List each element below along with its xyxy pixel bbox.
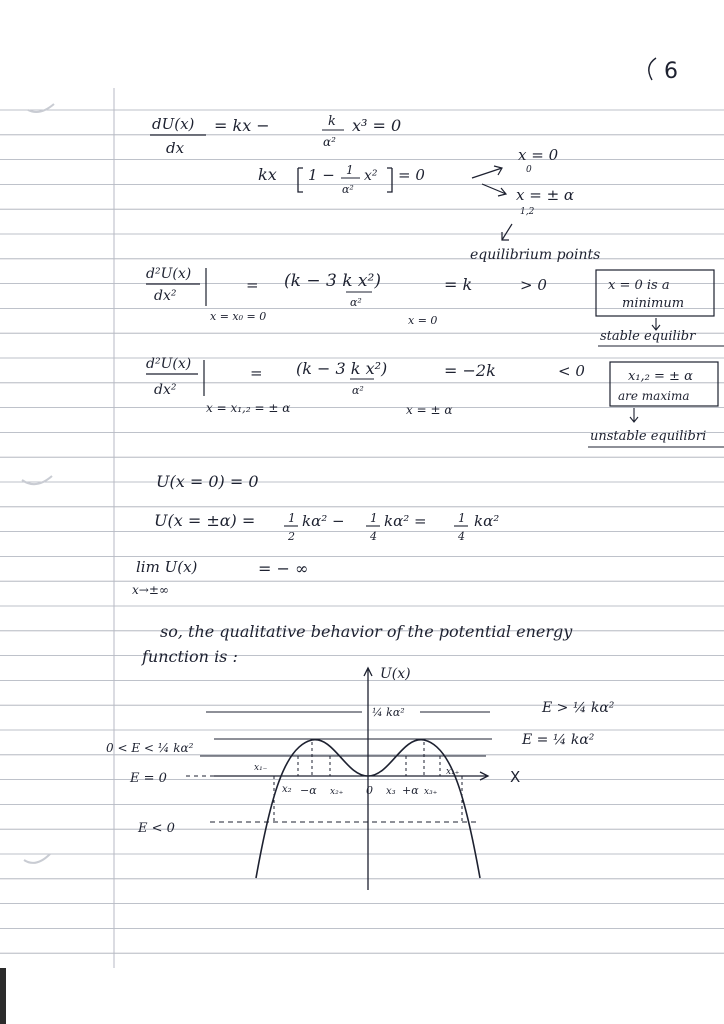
term2-tail: kα² = xyxy=(384,512,427,530)
energy-zero-label: E = 0 xyxy=(130,771,167,786)
point-origin: 0 xyxy=(366,784,373,797)
limit-value: = − ∞ xyxy=(258,559,309,578)
paren-frac-denominator: α² xyxy=(352,384,364,397)
paren-expression: (k − 3 k x²) xyxy=(296,359,388,378)
summary-line2: function is : xyxy=(142,647,238,666)
less-than-zero: < 0 xyxy=(558,362,585,380)
page-bottom-margin xyxy=(0,968,724,1024)
energy-above-label: E > ¼ kα² xyxy=(542,700,615,716)
u-at-pm-alpha-lhs: U(x = ±α) = xyxy=(154,511,256,530)
result-denominator: 4 xyxy=(458,530,465,543)
unstable-equilibrium-label: unstable equilibri xyxy=(590,429,707,444)
maxima-box-line1: x₁,₂ = ± α xyxy=(628,369,693,384)
point-minus-alpha: −α xyxy=(300,784,317,797)
factored-x-squared: x² xyxy=(364,168,378,184)
minimum-box-line1: x = 0 is a xyxy=(608,278,670,293)
energy-equal-label: E = ¼ kα² xyxy=(522,732,595,748)
derivative-expression: = kx − xyxy=(214,116,270,135)
result-numerator: 1 xyxy=(458,511,466,525)
energy-negative-label: E < 0 xyxy=(138,821,175,836)
result-minus-2k: = −2k xyxy=(444,361,496,380)
point-x2-plus: x₂₊ xyxy=(330,787,344,797)
x-axis-label: X xyxy=(510,768,521,786)
limit-expression: lim U(x) xyxy=(136,558,198,576)
d2u-numerator: d²U(x) xyxy=(146,356,192,372)
k-over-alpha-numerator: k xyxy=(328,114,336,129)
paren-frac-denominator: α² xyxy=(350,296,362,309)
stable-equilibrium-label: stable equilibr xyxy=(600,329,696,344)
peak-height-label: ¼ kα² xyxy=(372,706,405,719)
page-number: 6 xyxy=(664,59,678,84)
quarter-numerator: 1 xyxy=(370,511,378,525)
half-denominator: 2 xyxy=(288,530,295,543)
evaluated-at-x12: x = x₁,₂ = ± α xyxy=(206,401,291,415)
point-x3: x₃ xyxy=(386,786,396,797)
equilibrium-points-label: equilibrium points xyxy=(470,247,601,263)
paren-subscript: x = ± α xyxy=(406,403,453,417)
evaluated-at-x0: x = x₀ = 0 xyxy=(210,310,267,323)
factored-frac-denominator: α² xyxy=(342,183,354,196)
factored-equals-zero: = 0 xyxy=(398,166,425,184)
point-x1-minus: x₁₋ xyxy=(254,763,268,773)
point-x3-plus: x₃₊ xyxy=(424,787,438,797)
u-at-zero: U(x = 0) = 0 xyxy=(156,472,259,491)
maxima-box-line2: are maxima xyxy=(618,389,690,403)
root-zero-subscript: 0 xyxy=(526,165,532,175)
x-cubed-equals-zero: x³ = 0 xyxy=(352,116,402,135)
result-k: = k xyxy=(444,275,473,294)
point-x2: x₂ xyxy=(282,784,292,795)
point-x1-plus: x₁₊ xyxy=(446,767,460,777)
root-x-plus-minus-alpha: x = ± α xyxy=(516,186,575,204)
d2u-denominator: dx² xyxy=(154,382,177,398)
result-tail: kα² xyxy=(474,512,500,530)
paren-expression: (k − 3 k x²) xyxy=(284,271,381,291)
summary-line1: so, the qualitative behavior of the potential energy xyxy=(160,622,573,641)
du-dx-denominator: dx xyxy=(166,139,185,157)
root-x-zero: x = 0 xyxy=(518,146,559,164)
energy-between-label: 0 < E < ¼ kα² xyxy=(106,741,194,755)
factored-frac-numerator: 1 xyxy=(346,163,354,177)
half-numerator: 1 xyxy=(288,511,296,525)
binding-edge xyxy=(0,968,6,1024)
k-over-alpha-denominator: α² xyxy=(323,135,336,149)
equals-sign: = xyxy=(250,364,263,382)
y-axis-label: U(x) xyxy=(380,666,411,682)
factored-kx: kx xyxy=(258,165,277,184)
factored-inner-one: 1 − xyxy=(308,166,335,184)
d2u-numerator: d²U(x) xyxy=(146,266,192,282)
equals-sign: = xyxy=(246,276,259,294)
du-dx-numerator: dU(x) xyxy=(152,115,195,133)
quarter-denominator: 4 xyxy=(370,530,377,543)
greater-than-zero: > 0 xyxy=(520,276,547,294)
limit-subscript: x→±∞ xyxy=(132,583,169,597)
paren-subscript: x = 0 xyxy=(408,314,438,327)
minimum-box-line2: minimum xyxy=(622,296,685,311)
point-plus-alpha: +α xyxy=(402,784,419,797)
d2u-denominator: dx² xyxy=(154,288,177,304)
term1-tail: kα² − xyxy=(302,512,345,530)
root-pm-subscript: 1,2 xyxy=(520,207,535,217)
